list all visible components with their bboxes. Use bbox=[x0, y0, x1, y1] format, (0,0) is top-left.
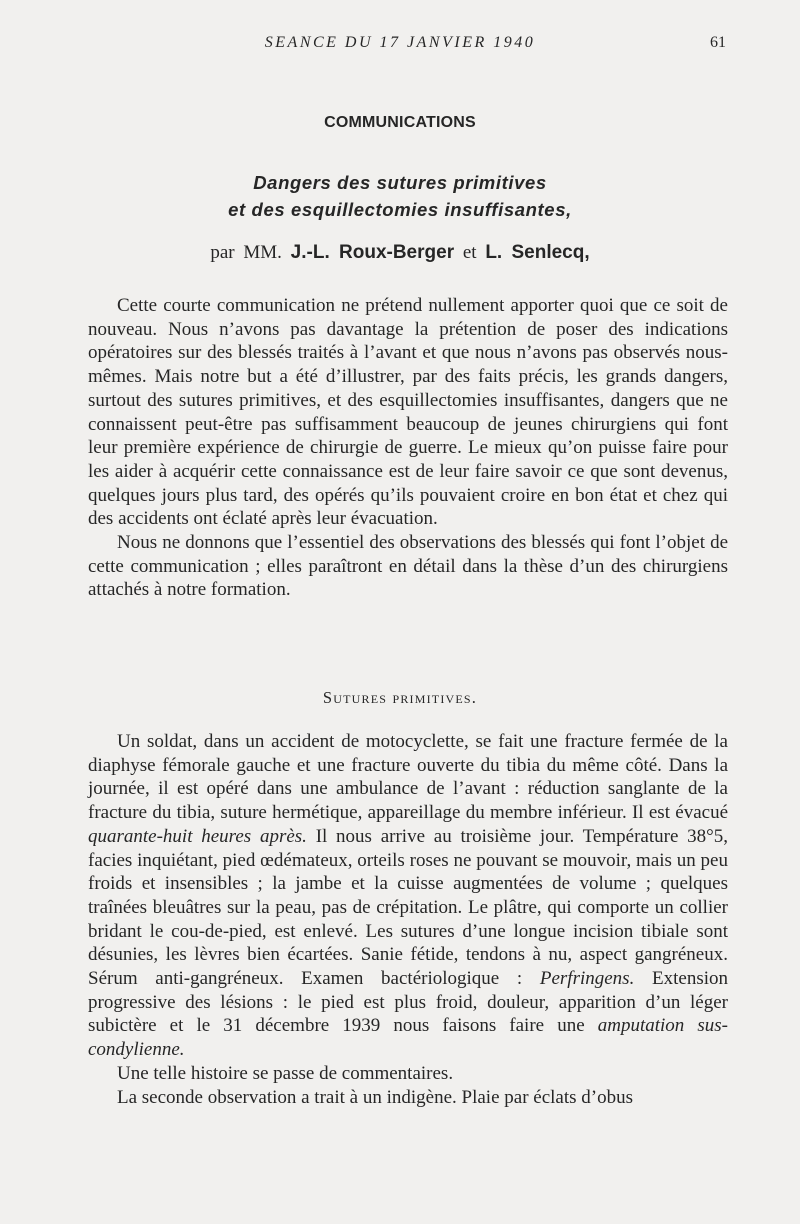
closing-paragraph-1: Une telle histoire se passe de commentaires. bbox=[117, 1062, 454, 1084]
running-head bbox=[0, 34, 800, 56]
running-title: SEANCE DU 17 JANVIER 1940 bbox=[264, 34, 536, 51]
page-number: 61 bbox=[710, 34, 726, 51]
subheading-sutures-primitives: Sutures primitives. bbox=[322, 688, 478, 707]
case-italic-3: amputation sus-condylienne. bbox=[88, 1015, 728, 1061]
case-italic-1: quarante-huit heures après. bbox=[88, 825, 307, 847]
case-paragraph bbox=[88, 730, 728, 1062]
case-italic-2: Perfringens. bbox=[539, 968, 635, 990]
intro-paragraph-1: Cette courte communication ne prétend nullement apporter quoi que ce soit de nouveau. Nous n’avons pas davantage la prétention de poser des indications opératoires sur des blessés traités à l’avant et que nous n’avons pas observés nous-mêmes. Mais notre but a été d’illustrer, par des faits précis, les grands dangers, surtout des sutures primitives, et des esquillectomies insuffisantes, dangers que ne connaissent peut-être pas suffisamment beaucoup de jeunes chirurgiens qui font leur première expérience de chirurgie de guerre. Le mieux qu’on puisse faire pour les aider à acquérir cette connaissance est de leur faire savoir ce que sont devenus, quelques jours plus tard, des opérés qu’ils pouvaient croire en bon état et chez qui des accidents ont éclaté après leur évacuation. bbox=[88, 295, 728, 530]
case-text-part-3: Extension progressive des lésions : le pied est plus froid, douleur, apparition d’un léger subictère et le 31 décembre 1939 nous faisons faire une bbox=[88, 968, 728, 1037]
case-text-part-2: Il nous arrive au troisième jour. Température 38°5, facies inquiétant, pied œdémateux, orteils roses ne pouvant se mouvoir, mais un peu froids et insensibles ; la jambe et la cuisse augmentées de volume ; quelques traînées bleuâtres sur la peau, pas de crépitation. Le plâtre, qui comporte un collier bridant le cou-de-pied, est enlevé. Les sutures d’une longue incision tibiale sont désunies, les lèvres bien écartées. Sanie fétide, tendons à nu, aspect gangréneux. Sérum anti-gangréneux. Examen bactériologique : bbox=[88, 825, 728, 990]
section-heading: COMMUNICATIONS bbox=[324, 114, 476, 131]
closing-paragraph-2: La seconde observation a trait à un indigène. Plaie par éclats d’obus bbox=[117, 1086, 633, 1108]
intro-paragraph-2: Nous ne donnons que l’essentiel des observations des blessés qui font l’objet de cette communication ; elles paraîtront en détail dans la thèse d’un des chirurgiens attachés à notre formation. bbox=[88, 532, 728, 601]
authors-line bbox=[0, 242, 800, 264]
case-text-part-1: Un soldat, dans un accident de motocyclette, se fait une fracture fermée de la diaphyse fémorale gauche et une fracture ouverte du tibia du même côté. Dans la journée, il est opéré dans une ambulance de l’avant : réduction sanglante de la fracture du tibia, suture hermétique, appareillage du membre inférieur. Il est évacué bbox=[88, 731, 728, 824]
author-1: J.-L. Roux-Berger bbox=[290, 242, 455, 263]
case-text bbox=[88, 730, 728, 1109]
article-title-line-1: Dangers des sutures primitives bbox=[253, 172, 547, 193]
author-2: L. Senlecq, bbox=[485, 242, 590, 263]
byline-conjunction: et bbox=[462, 242, 477, 263]
byline-prefix: par MM. bbox=[210, 242, 282, 263]
article-title-line-2: et des esquillectomies insuffisantes, bbox=[228, 199, 572, 220]
intro-text bbox=[88, 294, 728, 602]
